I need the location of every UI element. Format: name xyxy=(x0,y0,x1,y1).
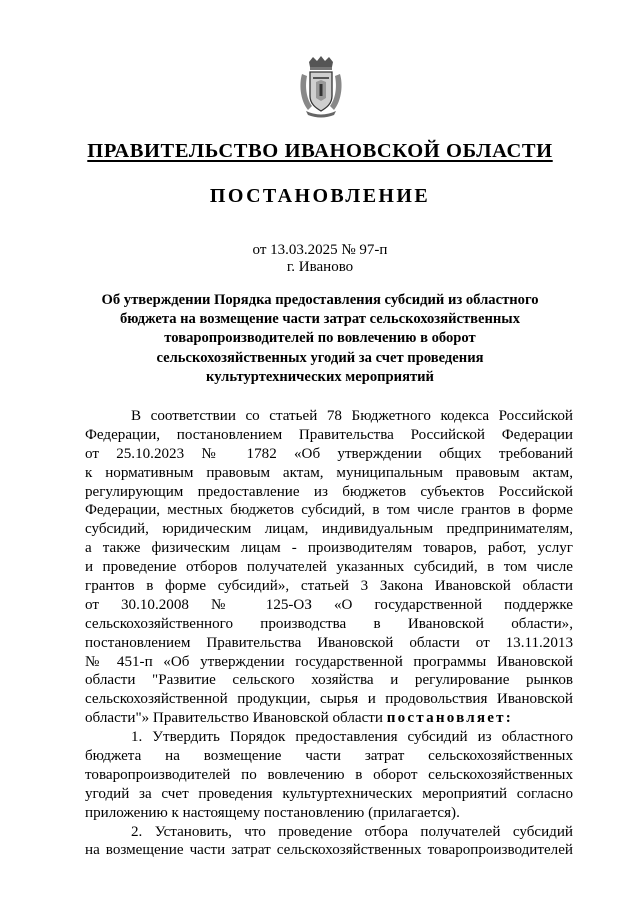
document-type: ПОСТАНОВЛЕНИЕ xyxy=(209,185,431,207)
preamble-line: Федерации, местных бюджетов субсидий, в том числе грантов в форме xyxy=(85,502,573,519)
preamble-line: В соответствии со статьей 78 Бюджетного кодекса Российской xyxy=(131,408,573,424)
item-2-paragraph xyxy=(85,823,573,861)
document-title xyxy=(100,291,540,387)
preamble-last-line xyxy=(85,709,573,728)
item-1-line: бюджета на возмещение части затрат сельскохозяйственных xyxy=(85,748,573,765)
coat-of-arms-icon xyxy=(298,56,344,118)
preamble-last-text: области"» Правительство Ивановской области xyxy=(85,710,383,727)
title-line: сельскохозяйственных угодий за счет проведения xyxy=(156,349,484,366)
preamble-line: постановлением Правительства Ивановской области от 13.11.2013 xyxy=(85,634,573,651)
preamble-line: от 25.10.2023 № 1782 «Об утверждении общих требований xyxy=(85,445,573,462)
item-1-line: 1. Утвердить Порядок предоставления субсидий из областного xyxy=(131,729,573,746)
item-1-line: угодий за счет проведения культуртехнических мероприятий согласно xyxy=(85,785,573,802)
item-1-line: товаропроизводителей по вовлечению в оборот сельскохозяйственных xyxy=(85,766,573,783)
document-body xyxy=(85,407,573,860)
title-line: бюджета на возмещение части затрат сельскохозяйственных xyxy=(119,311,520,328)
preamble-line: № 451-п «Об утверждении государственной программы Ивановской xyxy=(85,653,573,670)
document-date-number: от 13.03.2025 № 97-п xyxy=(252,242,388,258)
item-1-paragraph xyxy=(85,728,573,822)
preamble-line: и проведение отборов получателей указанных субсидий, в том числе xyxy=(85,559,573,576)
title-line: культуртехнических мероприятий xyxy=(206,368,434,385)
item-2-line: 2. Установить, что проведение отбора получателей субсидий xyxy=(131,823,573,840)
document-city: г. Иваново xyxy=(286,259,354,275)
preamble-line: к нормативным правовым актам, муниципальным правовым актам, xyxy=(85,464,573,481)
preamble-line: а также физическим лицам - производителям товаров, работ, услуг xyxy=(85,540,573,557)
preamble-line: сельскохозяйственной продукции, сырья и продовольствия Ивановской xyxy=(85,691,573,708)
preamble-line: сельскохозяйственного производства в Ивановской области», xyxy=(85,615,573,632)
title-line: Об утверждении Порядка предоставления субсидий из областного xyxy=(101,292,539,308)
item-2-line: на возмещение части затрат сельскохозяйственных товаропроизводителей xyxy=(85,842,573,859)
preamble-line: области "Развитие сельского хозяйства и регулирование рынков xyxy=(85,672,573,689)
preamble-line: субсидий, юридическим лицам, индивидуальным предпринимателям, xyxy=(85,521,573,538)
item-1-line: приложению к настоящему постановлению (прилагается). xyxy=(85,804,460,821)
preamble-line: грантов в форме субсидий», статьей 3 Закона Ивановской области xyxy=(85,578,573,595)
preamble-paragraph xyxy=(85,407,573,728)
preamble-line: регулирующим предоставление из бюджетов субъектов Российской xyxy=(85,483,573,500)
preamble-line: от 30.10.2008 № 125-ОЗ «О государственной поддержке xyxy=(85,596,573,613)
government-name: ПРАВИТЕЛЬСТВО ИВАНОВСКОЙ ОБЛАСТИ xyxy=(87,140,553,162)
title-line: товаропроизводителей по вовлечению в оборот xyxy=(164,330,476,347)
preamble-line: Федерации, постановлением Правительства Российской Федерации xyxy=(85,426,573,443)
resolves-word: постановляет: xyxy=(386,710,514,727)
